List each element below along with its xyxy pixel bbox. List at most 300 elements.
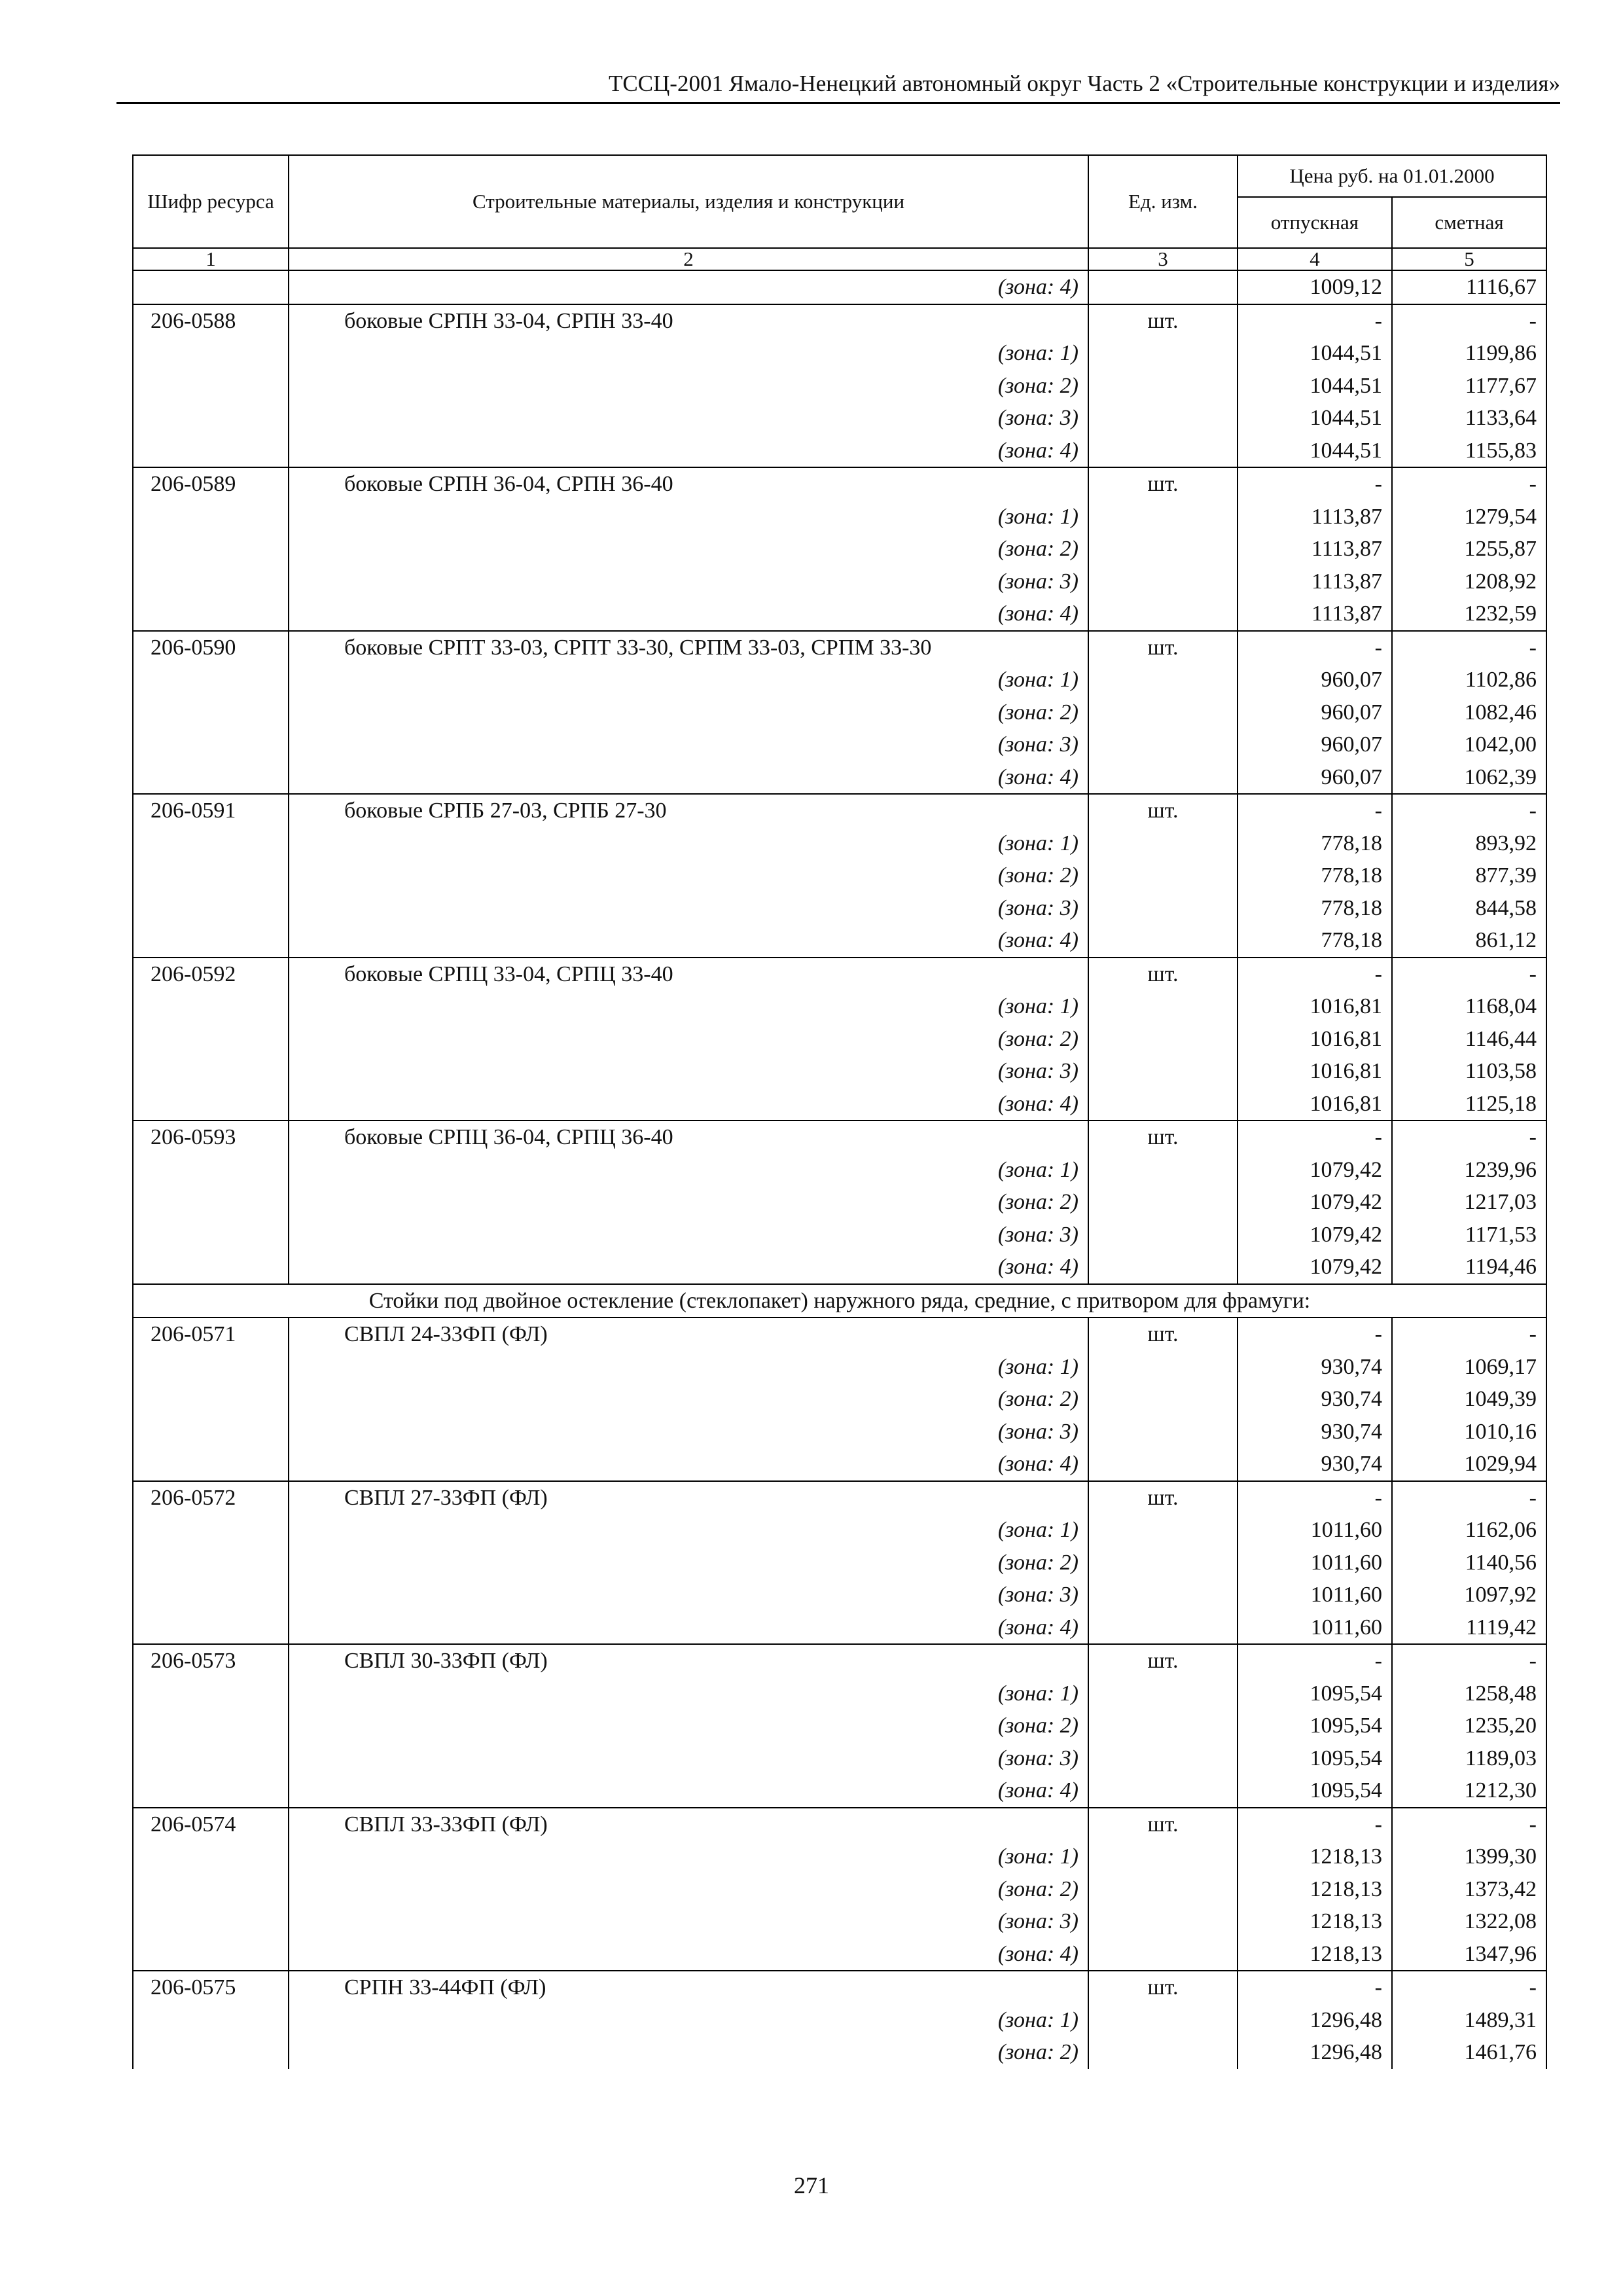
empty-code-cell [133, 435, 289, 468]
release-price: - [1238, 1121, 1392, 1154]
estimate-price: 1208,92 [1392, 565, 1546, 598]
empty-unit-cell [1088, 761, 1238, 795]
item-name: боковые СРПН 33-04, СРПН 33-40 [289, 304, 1088, 338]
release-price: 1095,54 [1238, 1742, 1392, 1775]
empty-code-cell [133, 402, 289, 435]
empty-unit-cell [1088, 1416, 1238, 1448]
empty-code-cell [133, 664, 289, 696]
estimate-price: 1199,86 [1392, 337, 1546, 370]
zone-row [133, 598, 1546, 631]
empty-code-cell [133, 1251, 289, 1284]
release-price: 930,74 [1238, 1351, 1392, 1384]
zone-row [133, 1742, 1546, 1775]
zone-row [133, 1514, 1546, 1547]
zone-label: (зона: 3) [289, 1219, 1088, 1251]
estimate-price: 1010,16 [1392, 1416, 1546, 1448]
empty-unit-cell [1088, 1088, 1238, 1121]
release-price: - [1238, 631, 1392, 664]
empty-unit-cell [1088, 1547, 1238, 1579]
zone-row [133, 924, 1546, 958]
zone-row [133, 565, 1546, 598]
resource-code: 206-0574 [133, 1808, 289, 1841]
release-price: 1011,60 [1238, 1547, 1392, 1579]
zone-row [133, 859, 1546, 892]
estimate-price: 1062,39 [1392, 761, 1546, 795]
zone-row [133, 501, 1546, 533]
release-price: 1113,87 [1238, 501, 1392, 533]
zone-row [133, 435, 1546, 468]
release-price: - [1238, 1318, 1392, 1351]
zone-label: (зона: 2) [289, 859, 1088, 892]
release-price: 1016,81 [1238, 990, 1392, 1023]
zone-label: (зона: 1) [289, 501, 1088, 533]
empty-code-cell [133, 598, 289, 631]
empty-unit-cell [1088, 1351, 1238, 1384]
empty-code-cell [133, 1905, 289, 1938]
release-price: 1009,12 [1238, 270, 1392, 304]
release-price: 1011,60 [1238, 1611, 1392, 1645]
empty-unit-cell [1088, 1251, 1238, 1284]
empty-code-cell [133, 1514, 289, 1547]
empty-unit-cell [1088, 990, 1238, 1023]
empty-code-cell [133, 1055, 289, 1088]
estimate-price: 1255,87 [1392, 533, 1546, 565]
estimate-price: 1232,59 [1392, 598, 1546, 631]
empty-unit-cell [1088, 892, 1238, 925]
release-price: 1113,87 [1238, 565, 1392, 598]
release-price: 1218,13 [1238, 1840, 1392, 1873]
empty-code-cell [133, 1023, 289, 1056]
empty-unit-cell [1088, 337, 1238, 370]
zone-label: (зона: 2) [289, 2036, 1088, 2069]
zone-row [133, 1023, 1546, 1056]
empty-unit-cell [1088, 1742, 1238, 1775]
release-price: 960,07 [1238, 696, 1392, 729]
empty-code-cell [133, 337, 289, 370]
unit-cell: шт. [1088, 1808, 1238, 1841]
empty-code-cell [133, 990, 289, 1023]
section-heading-row [133, 1284, 1546, 1318]
zone-label: (зона: 4) [289, 270, 1088, 304]
section-heading: Стойки под двойное остекление (стеклопакет) наружного ряда, средние, с притвором для фрамуги: [133, 1284, 1546, 1318]
release-price: - [1238, 467, 1392, 501]
estimate-price: 1125,18 [1392, 1088, 1546, 1121]
resource-code: 206-0573 [133, 1644, 289, 1677]
release-price: 1016,81 [1238, 1055, 1392, 1088]
header-unit: Ед. изм. [1088, 155, 1238, 248]
empty-unit-cell [1088, 1579, 1238, 1611]
zone-label: (зона: 1) [289, 827, 1088, 860]
zone-row [133, 1905, 1546, 1938]
zone-row [133, 1611, 1546, 1645]
empty-code-cell [133, 370, 289, 403]
release-price: - [1238, 1481, 1392, 1515]
release-price: 930,74 [1238, 1383, 1392, 1416]
empty-unit-cell [1088, 1677, 1238, 1710]
unit-cell: шт. [1088, 1318, 1238, 1351]
release-price: 1095,54 [1238, 1677, 1392, 1710]
estimate-price: 1162,06 [1392, 1514, 1546, 1547]
page-number: 271 [794, 2172, 829, 2198]
estimate-price: - [1392, 1808, 1546, 1841]
table-row [133, 794, 1546, 827]
zone-row [133, 1873, 1546, 1906]
zone-row [133, 664, 1546, 696]
zone-label: (зона: 4) [289, 1088, 1088, 1121]
zone-label: (зона: 3) [289, 1579, 1088, 1611]
release-price: - [1238, 1971, 1392, 2004]
estimate-price: - [1392, 467, 1546, 501]
zone-row [133, 402, 1546, 435]
unit-cell: шт. [1088, 1971, 1238, 2004]
estimate-price: 1049,39 [1392, 1383, 1546, 1416]
empty-code-cell [133, 270, 289, 304]
estimate-price: 1069,17 [1392, 1351, 1546, 1384]
unit-cell: шт. [1088, 1121, 1238, 1154]
zone-label: (зона: 3) [289, 1416, 1088, 1448]
release-price: - [1238, 794, 1392, 827]
estimate-price: 1103,58 [1392, 1055, 1546, 1088]
estimate-price: - [1392, 631, 1546, 664]
header-release-price: отпускная [1238, 197, 1392, 248]
estimate-price: 1489,31 [1392, 2004, 1546, 2037]
header-code: Шифр ресурса [133, 155, 289, 248]
zone-label: (зона: 4) [289, 435, 1088, 468]
empty-code-cell [133, 1938, 289, 1971]
release-price: 960,07 [1238, 728, 1392, 761]
empty-unit-cell [1088, 598, 1238, 631]
resource-code: 206-0591 [133, 794, 289, 827]
release-price: 1079,42 [1238, 1251, 1392, 1284]
release-price: 778,18 [1238, 892, 1392, 925]
zone-label: (зона: 3) [289, 728, 1088, 761]
unit-cell: шт. [1088, 467, 1238, 501]
empty-code-cell [133, 1383, 289, 1416]
item-name: боковые СРПН 36-04, СРПН 36-40 [289, 467, 1088, 501]
zone-label: (зона: 4) [289, 761, 1088, 795]
estimate-price: - [1392, 304, 1546, 338]
empty-unit-cell [1088, 501, 1238, 533]
zone-label: (зона: 1) [289, 990, 1088, 1023]
item-name: боковые СРПТ 33-03, СРПТ 33-30, СРПМ 33-03, СРПМ 33-30 [289, 631, 1088, 664]
empty-code-cell [133, 533, 289, 565]
estimate-price: 893,92 [1392, 827, 1546, 860]
release-price: 1113,87 [1238, 598, 1392, 631]
header-estimate-price: сметная [1392, 197, 1546, 248]
resource-code: 206-0589 [133, 467, 289, 501]
zone-label: (зона: 4) [289, 924, 1088, 958]
empty-code-cell [133, 565, 289, 598]
zone-row [133, 1448, 1546, 1481]
release-price: 778,18 [1238, 924, 1392, 958]
zone-label: (зона: 2) [289, 1023, 1088, 1056]
zone-label: (зона: 2) [289, 533, 1088, 565]
empty-code-cell [133, 1186, 289, 1219]
empty-unit-cell [1088, 924, 1238, 958]
release-price: 1218,13 [1238, 1905, 1392, 1938]
zone-row [133, 1547, 1546, 1579]
zone-row [133, 370, 1546, 403]
estimate-price: 1373,42 [1392, 1873, 1546, 1906]
estimate-price: 877,39 [1392, 859, 1546, 892]
zone-label: (зона: 1) [289, 1677, 1088, 1710]
empty-unit-cell [1088, 435, 1238, 468]
zone-row [133, 1219, 1546, 1251]
release-price: 1016,81 [1238, 1023, 1392, 1056]
column-number-2: 2 [289, 248, 1088, 270]
item-name: СВПЛ 27-33ФП (ФЛ) [289, 1481, 1088, 1515]
zone-label: (зона: 4) [289, 1938, 1088, 1971]
zone-label: (зона: 3) [289, 402, 1088, 435]
release-price: 1044,51 [1238, 370, 1392, 403]
zone-label: (зона: 1) [289, 337, 1088, 370]
estimate-price: 1140,56 [1392, 1547, 1546, 1579]
empty-unit-cell [1088, 1611, 1238, 1645]
zone-label: (зона: 2) [289, 1547, 1088, 1579]
estimate-price: 844,58 [1392, 892, 1546, 925]
release-price: 930,74 [1238, 1448, 1392, 1481]
empty-code-cell [133, 1219, 289, 1251]
empty-code-cell [133, 859, 289, 892]
estimate-price: 1042,00 [1392, 728, 1546, 761]
release-price: 1218,13 [1238, 1938, 1392, 1971]
empty-unit-cell [1088, 827, 1238, 860]
zone-row [133, 728, 1546, 761]
release-price: 1095,54 [1238, 1774, 1392, 1808]
zone-row [133, 1774, 1546, 1808]
empty-unit-cell [1088, 1710, 1238, 1742]
zone-row [133, 533, 1546, 565]
estimate-price: 1189,03 [1392, 1742, 1546, 1775]
zone-label: (зона: 1) [289, 664, 1088, 696]
zone-label: (зона: 4) [289, 1774, 1088, 1808]
price-table [132, 154, 1547, 2069]
zone-row [133, 696, 1546, 729]
zone-label: (зона: 1) [289, 1154, 1088, 1187]
empty-unit-cell [1088, 2004, 1238, 2037]
release-price: 1218,13 [1238, 1873, 1392, 1906]
estimate-price: - [1392, 1121, 1546, 1154]
column-number-5: 5 [1392, 248, 1546, 270]
zone-row [133, 1383, 1546, 1416]
zone-row [133, 270, 1546, 304]
release-price: 1044,51 [1238, 435, 1392, 468]
unit-cell: шт. [1088, 1644, 1238, 1677]
unit-cell: шт. [1088, 794, 1238, 827]
zone-label: (зона: 1) [289, 2004, 1088, 2037]
estimate-price: 1102,86 [1392, 664, 1546, 696]
empty-code-cell [133, 1873, 289, 1906]
estimate-price: 1116,67 [1392, 270, 1546, 304]
empty-code-cell [133, 892, 289, 925]
release-price: 1079,42 [1238, 1154, 1392, 1187]
empty-code-cell [133, 1677, 289, 1710]
estimate-price: - [1392, 794, 1546, 827]
empty-code-cell [133, 924, 289, 958]
resource-code: 206-0588 [133, 304, 289, 338]
resource-code: 206-0571 [133, 1318, 289, 1351]
estimate-price: 1235,20 [1392, 1710, 1546, 1742]
empty-unit-cell [1088, 1938, 1238, 1971]
zone-row [133, 1840, 1546, 1873]
estimate-price: 1119,42 [1392, 1611, 1546, 1645]
zone-row [133, 2004, 1546, 2037]
estimate-price: 1461,76 [1392, 2036, 1546, 2069]
empty-unit-cell [1088, 1055, 1238, 1088]
estimate-price: 1279,54 [1392, 501, 1546, 533]
unit-cell: шт. [1088, 304, 1238, 338]
empty-code-cell [133, 1547, 289, 1579]
zone-row [133, 761, 1546, 795]
table-header [133, 155, 1546, 270]
zone-row [133, 990, 1546, 1023]
item-name: СВПЛ 30-33ФП (ФЛ) [289, 1644, 1088, 1677]
estimate-price: 1177,67 [1392, 370, 1546, 403]
empty-unit-cell [1088, 370, 1238, 403]
zone-row [133, 1938, 1546, 1971]
zone-label: (зона: 2) [289, 696, 1088, 729]
zone-label: (зона: 1) [289, 1514, 1088, 1547]
estimate-price: 1322,08 [1392, 1905, 1546, 1938]
empty-unit-cell [1088, 1154, 1238, 1187]
resource-code: 206-0572 [133, 1481, 289, 1515]
estimate-price: 1194,46 [1392, 1251, 1546, 1284]
estimate-price: 1258,48 [1392, 1677, 1546, 1710]
empty-code-cell [133, 761, 289, 795]
item-name: боковые СРПБ 27-03, СРПБ 27-30 [289, 794, 1088, 827]
release-price: - [1238, 1808, 1392, 1841]
release-price: 1113,87 [1238, 533, 1392, 565]
release-price: 1044,51 [1238, 337, 1392, 370]
table-row [133, 1644, 1546, 1677]
empty-code-cell [133, 1742, 289, 1775]
release-price: 1079,42 [1238, 1186, 1392, 1219]
empty-code-cell [133, 1416, 289, 1448]
empty-code-cell [133, 696, 289, 729]
zone-label: (зона: 3) [289, 1055, 1088, 1088]
table-row [133, 1318, 1546, 1351]
release-price: 1016,81 [1238, 1088, 1392, 1121]
estimate-price: 1217,03 [1392, 1186, 1546, 1219]
empty-unit-cell [1088, 1840, 1238, 1873]
empty-code-cell [133, 2004, 289, 2037]
item-name: боковые СРПЦ 33-04, СРПЦ 33-40 [289, 958, 1088, 991]
resource-code: 206-0593 [133, 1121, 289, 1154]
estimate-price: 1171,53 [1392, 1219, 1546, 1251]
table-row [133, 958, 1546, 991]
estimate-price: 1133,64 [1392, 402, 1546, 435]
empty-unit-cell [1088, 270, 1238, 304]
release-price: - [1238, 304, 1392, 338]
zone-row [133, 2036, 1546, 2069]
empty-code-cell [133, 1611, 289, 1645]
estimate-price: 1347,96 [1392, 1938, 1546, 1971]
empty-code-cell [133, 827, 289, 860]
empty-unit-cell [1088, 2036, 1238, 2069]
empty-code-cell [133, 1774, 289, 1808]
column-number-3: 3 [1088, 248, 1238, 270]
release-price: 778,18 [1238, 827, 1392, 860]
zone-row [133, 1710, 1546, 1742]
estimate-price: 861,12 [1392, 924, 1546, 958]
item-name: СВПЛ 24-33ФП (ФЛ) [289, 1318, 1088, 1351]
zone-row [133, 892, 1546, 925]
empty-code-cell [133, 1448, 289, 1481]
estimate-price: - [1392, 1644, 1546, 1677]
running-header [116, 71, 1560, 104]
release-price: 1296,48 [1238, 2004, 1392, 2037]
column-number-4: 4 [1238, 248, 1392, 270]
empty-code-cell [133, 1351, 289, 1384]
zone-row [133, 1416, 1546, 1448]
release-price: 1011,60 [1238, 1514, 1392, 1547]
release-price: 1095,54 [1238, 1710, 1392, 1742]
item-name: СРПН 33-44ФП (ФЛ) [289, 1971, 1088, 2004]
estimate-price: 1029,94 [1392, 1448, 1546, 1481]
zone-row [133, 1677, 1546, 1710]
release-price: 1296,48 [1238, 2036, 1392, 2069]
estimate-price: - [1392, 958, 1546, 991]
zone-label: (зона: 4) [289, 598, 1088, 631]
table-row [133, 1481, 1546, 1515]
release-price: 930,74 [1238, 1416, 1392, 1448]
zone-label: (зона: 1) [289, 1351, 1088, 1384]
empty-unit-cell [1088, 533, 1238, 565]
table-body [133, 270, 1546, 2069]
empty-code-cell [133, 1088, 289, 1121]
empty-unit-cell [1088, 1023, 1238, 1056]
release-price: - [1238, 1644, 1392, 1677]
zone-label: (зона: 3) [289, 565, 1088, 598]
zone-row [133, 1351, 1546, 1384]
release-price: 960,07 [1238, 664, 1392, 696]
empty-unit-cell [1088, 1383, 1238, 1416]
zone-row [133, 1055, 1546, 1088]
header-name: Строительные материалы, изделия и конструкции [289, 155, 1088, 248]
estimate-price: 1155,83 [1392, 435, 1546, 468]
empty-unit-cell [1088, 1186, 1238, 1219]
table-row [133, 631, 1546, 664]
empty-code-cell [133, 1154, 289, 1187]
empty-code-cell [133, 501, 289, 533]
zone-label: (зона: 2) [289, 370, 1088, 403]
empty-code-cell [133, 1579, 289, 1611]
release-price: 778,18 [1238, 859, 1392, 892]
zone-row [133, 1088, 1546, 1121]
release-price: 1044,51 [1238, 402, 1392, 435]
table-row [133, 1808, 1546, 1841]
empty-unit-cell [1088, 664, 1238, 696]
estimate-price: 1097,92 [1392, 1579, 1546, 1611]
release-price: - [1238, 958, 1392, 991]
unit-cell: шт. [1088, 1481, 1238, 1515]
zone-label: (зона: 4) [289, 1448, 1088, 1481]
zone-label: (зона: 2) [289, 1873, 1088, 1906]
empty-code-cell [133, 1710, 289, 1742]
empty-unit-cell [1088, 1774, 1238, 1808]
empty-unit-cell [1088, 1514, 1238, 1547]
unit-cell: шт. [1088, 958, 1238, 991]
zone-label: (зона: 4) [289, 1251, 1088, 1284]
empty-unit-cell [1088, 859, 1238, 892]
estimate-price: 1212,30 [1392, 1774, 1546, 1808]
table-row [133, 304, 1546, 338]
header-price: Цена руб. на 01.01.2000 [1238, 155, 1546, 197]
zone-row [133, 1186, 1546, 1219]
release-price: 960,07 [1238, 761, 1392, 795]
estimate-price: - [1392, 1481, 1546, 1515]
empty-unit-cell [1088, 1905, 1238, 1938]
